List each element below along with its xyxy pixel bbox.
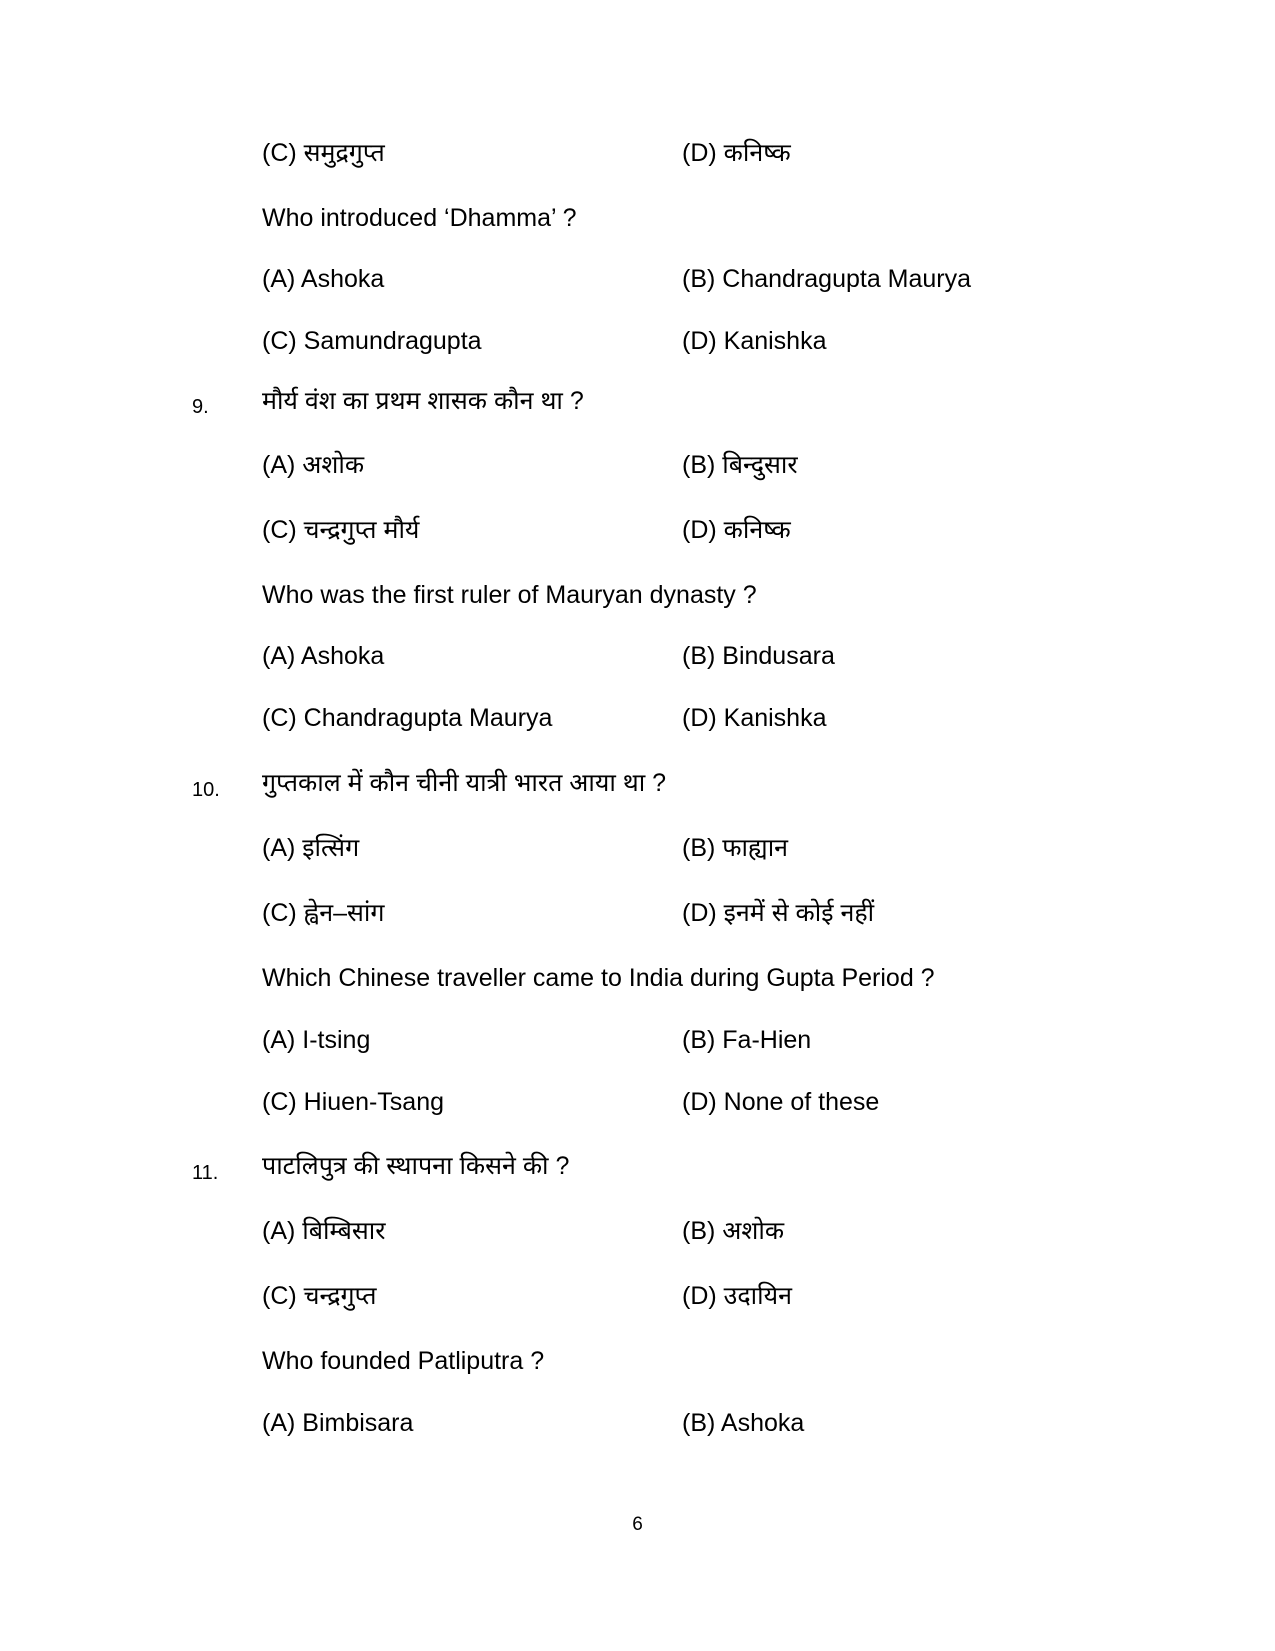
option-hi-c: (C) चन्द्रगुप्त मौर्य: [262, 516, 420, 544]
option-en-a: (A) Ashoka: [262, 265, 385, 293]
option-hi-a: (A) बिम्बिसार: [262, 1217, 386, 1245]
option-hi-d: (D) इनमें से कोई नहीं: [682, 899, 875, 927]
option-hi-d: (D) कनिष्क: [682, 139, 791, 167]
question-number: 9.: [192, 396, 209, 418]
option-en-c: (C) Chandragupta Maurya: [262, 704, 553, 732]
question-text-en: Who founded Patliputra ?: [262, 1347, 545, 1375]
option-hi-c: (C) चन्द्रगुप्त: [262, 1282, 377, 1310]
option-en-d: (D) Kanishka: [682, 704, 827, 732]
question-text-hi: गुप्तकाल में कौन चीनी यात्री भारत आया था ?: [262, 769, 667, 797]
option-en-c: (C) Hiuen-Tsang: [262, 1088, 445, 1116]
option-en-d: (D) Kanishka: [682, 327, 827, 355]
option-en-a: (A) Ashoka: [262, 642, 385, 670]
question-number: 10.: [192, 779, 220, 801]
option-hi-a: (A) इत्सिंग: [262, 834, 360, 862]
question-number: 11.: [192, 1162, 219, 1184]
option-hi-b: (B) बिन्दुसार: [682, 451, 798, 479]
question-text-en: Who was the first ruler of Mauryan dynasty ?: [262, 581, 757, 609]
question-text-en: Which Chinese traveller came to India during Gupta Period ?: [262, 964, 935, 992]
option-en-b: (B) Fa-Hien: [682, 1026, 812, 1054]
option-hi-d: (D) कनिष्क: [682, 516, 791, 544]
option-hi-c: (C) समुद्रगुप्त: [262, 139, 385, 167]
option-en-b: (B) Chandragupta Maurya: [682, 265, 972, 293]
option-en-c: (C) Samundragupta: [262, 327, 482, 355]
option-en-a: (A) Bimbisara: [262, 1409, 414, 1437]
option-hi-c: (C) ह्वेन–सांग: [262, 899, 385, 927]
question-text-hi: मौर्य वंश का प्रथम शासक कौन था ?: [262, 387, 584, 415]
option-hi-b: (B) अशोक: [682, 1217, 785, 1245]
option-en-b: (B) Ashoka: [682, 1409, 805, 1437]
option-hi-a: (A) अशोक: [262, 451, 365, 479]
question-text-en: Who introduced ‘Dhamma’ ?: [262, 204, 577, 232]
option-hi-b: (B) फाह्यान: [682, 834, 789, 862]
option-hi-d: (D) उदायिन: [682, 1282, 792, 1310]
option-en-d: (D) None of these: [682, 1088, 880, 1116]
option-en-b: (B) Bindusara: [682, 642, 835, 670]
question-text-hi: पाटलिपुत्र की स्थापना किसने की ?: [262, 1152, 570, 1180]
option-en-a: (A) I-tsing: [262, 1026, 371, 1054]
page-number: 6: [632, 1514, 643, 1535]
